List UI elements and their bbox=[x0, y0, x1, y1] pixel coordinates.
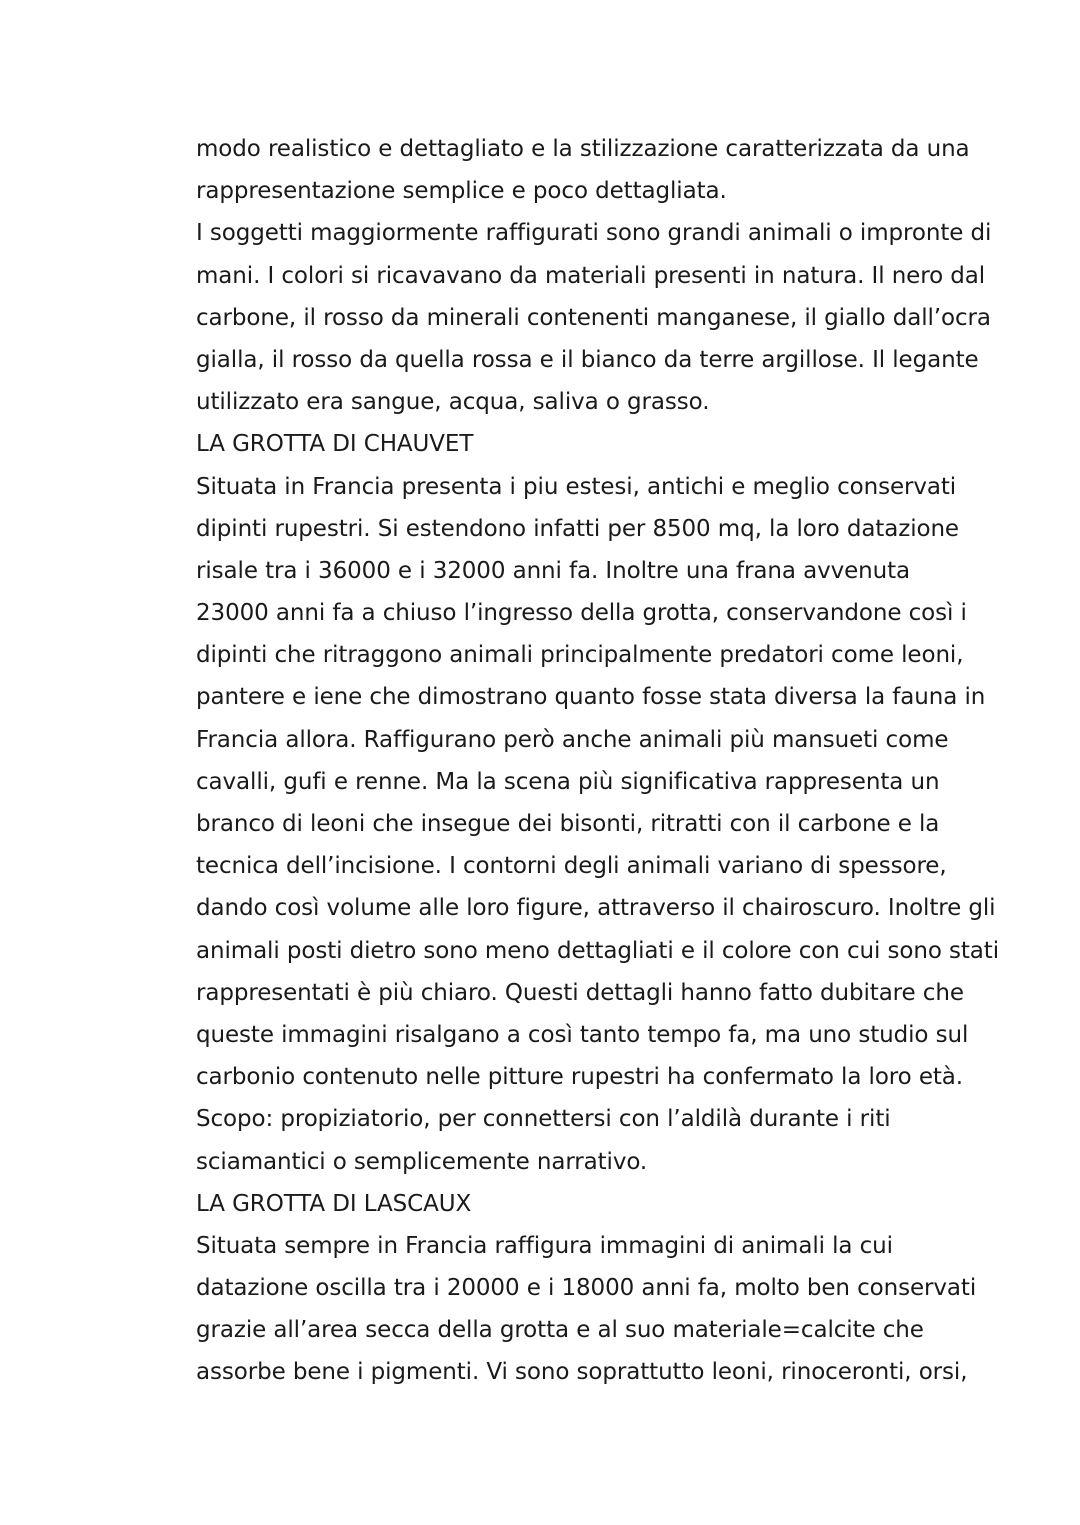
text-line: grazie all’area secca della grotta e al suo materiale=calcite che bbox=[196, 1317, 924, 1344]
text-line: rappresentazione semplice e poco dettagliata. bbox=[196, 178, 727, 205]
text-line: queste immagini risalgano a così tanto tempo fa, ma uno studio sul bbox=[196, 1021, 969, 1048]
text-line: 23000 anni fa a chiuso l’ingresso della grotta, conservandone così i bbox=[196, 600, 967, 627]
section-heading-lascaux: LA GROTTA DI LASCAUX bbox=[196, 1190, 472, 1217]
section-heading-chauvet: LA GROTTA DI CHAUVET bbox=[196, 431, 474, 458]
text-line: carbonio contenuto nelle pitture rupestri ha confermato la loro età. bbox=[196, 1064, 964, 1091]
text-line: assorbe bene i pigmenti. Vi sono soprattutto leoni, rinoceronti, orsi, bbox=[196, 1359, 968, 1386]
text-line: dipinti che ritraggono animali principalmente predatori come leoni, bbox=[196, 642, 964, 669]
text-line: gialla, il rosso da quella rossa e il bianco da terre argillose. Il legante bbox=[196, 346, 979, 373]
text-line: cavalli, gufi e renne. Ma la scena più significativa rappresenta un bbox=[196, 768, 940, 795]
text-line: Situata sempre in Francia raffigura immagini di animali la cui bbox=[196, 1232, 893, 1259]
text-line: modo realistico e dettagliato e la stilizzazione caratterizzata da una bbox=[196, 136, 970, 162]
text-line: mani. I colori si ricavavano da materiali presenti in natura. Il nero dal bbox=[196, 262, 986, 289]
text-line: animali posti dietro sono meno dettagliati e il colore con cui sono stati bbox=[196, 937, 1000, 964]
text-line: dipinti rupestri. Si estendono infatti per 8500 mq, la loro datazione bbox=[196, 515, 959, 542]
text-line: datazione oscilla tra i 20000 e i 18000 anni fa, molto ben conservati bbox=[196, 1275, 977, 1302]
text-line: Scopo: propiziatorio, per connettersi con l’aldilà durante i riti bbox=[196, 1106, 891, 1133]
text-line: sciamantici o semplicemente narrativo. bbox=[196, 1148, 648, 1175]
body-text bbox=[196, 128, 1000, 1394]
text-line: I soggetti maggiormente raffigurati sono grandi animali o impronte di bbox=[196, 220, 992, 247]
text-line: carbone, il rosso da minerali contenenti manganese, il giallo dall’ocra bbox=[196, 304, 991, 331]
text-line: Francia allora. Raffigurano però anche animali più mansueti come bbox=[196, 726, 949, 753]
text-line: branco di leoni che insegue dei bisonti, ritratti con il carbone e la bbox=[196, 811, 940, 837]
text-line: rappresentati è più chiaro. Questi dettagli hanno fatto dubitare che bbox=[196, 979, 964, 1006]
text-line: Situata in Francia presenta i piu estesi, antichi e meglio conservati bbox=[196, 473, 957, 500]
text-line: dando così volume alle loro figure, attraverso il chairoscuro. Inoltre gli bbox=[196, 895, 996, 922]
text-line: tecnica dell’incisione. I contorni degli animali variano di spessore, bbox=[196, 853, 947, 880]
text-line: utilizzato era sangue, acqua, saliva o grasso. bbox=[196, 389, 710, 416]
text-line: risale tra i 36000 e i 32000 anni fa. Inoltre una frana avvenuta bbox=[196, 557, 911, 584]
text-line: pantere e iene che dimostrano quanto fosse stata diversa la fauna in bbox=[196, 684, 986, 711]
